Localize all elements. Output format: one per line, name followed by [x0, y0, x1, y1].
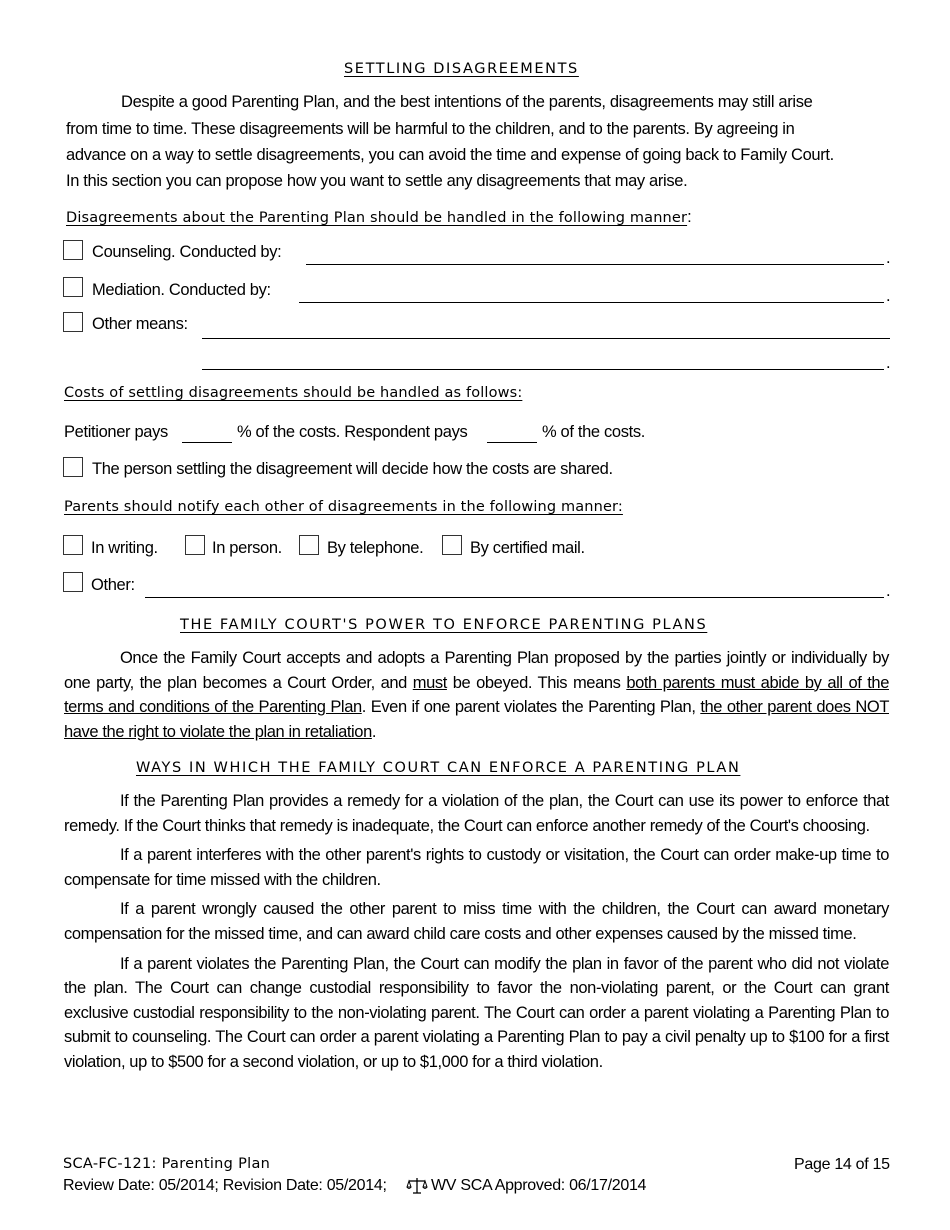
mediation-label: Mediation. Conducted by:: [92, 281, 271, 299]
by-telephone-checkbox[interactable]: [299, 535, 319, 555]
power-text-a: Once the Family Court accepts and adopts a Parenting Plan proposed by the parties jointly or individually by one party, the plan becomes a Court Order, and: [64, 649, 889, 692]
power-text-not-right: the other parent does NOT have the right to violate the plan in retaliation: [64, 698, 889, 741]
ways-paragraph-2: If a parent interferes with the other parent's rights to custody or visitation, the Court can order make-up time to compensate for time missed with the children.: [64, 846, 889, 889]
respondent-percent-field[interactable]: [487, 442, 537, 443]
person-decides-checkbox[interactable]: [63, 457, 83, 477]
scale-of-justice-icon: [406, 1176, 428, 1196]
other-means-period: .: [886, 354, 891, 372]
power-paragraph: [64, 646, 889, 744]
counseling-conducted-by-field[interactable]: [306, 264, 884, 265]
notify-other-checkbox[interactable]: [63, 572, 83, 592]
power-text-c: . Even if one parent violates the Parenting Plan,: [361, 698, 701, 717]
counseling-checkbox[interactable]: [63, 240, 83, 260]
section-heading-settling: SETTLING DISAGREEMENTS: [344, 61, 579, 77]
in-writing-checkbox[interactable]: [63, 535, 83, 555]
person-decides-label: The person settling the disagreement will decide how the costs are shared.: [92, 460, 613, 478]
by-certified-mail-label: By certified mail.: [470, 539, 585, 557]
costs-end-label: % of the costs.: [542, 423, 645, 441]
intro-line-3: advance on a way to settle disagreements, you can avoid the time and expense of going back to Family Court.: [66, 146, 834, 164]
intro-line-2: from time to time. These disagreements will be harmful to the children, and to the parents. By agreeing in: [66, 120, 795, 138]
footer-approved: WV SCA Approved: 06/17/2014: [431, 1177, 647, 1194]
notify-label: Parents should notify each other of disagreements in the following manner:: [64, 499, 623, 515]
other-means-checkbox[interactable]: [63, 312, 83, 332]
intro-line-1: Despite a good Parenting Plan, and the best intentions of the parents, disagreements may still arise: [121, 93, 813, 111]
manner-label: [66, 207, 691, 227]
power-text-b: be obeyed. This means: [446, 673, 627, 692]
intro-line-4: In this section you can propose how you want to settle any disagreements that may arise.: [66, 172, 688, 190]
footer-review-dates: Review Date: 05/2014; Revision Date: 05/2014;: [63, 1177, 387, 1194]
in-writing-label: In writing.: [91, 539, 158, 557]
costs-label: Costs of settling disagreements should be handled as follows:: [64, 385, 523, 401]
other-means-field-line-2[interactable]: [202, 369, 884, 370]
power-text-must: must: [412, 673, 447, 692]
notify-other-period: .: [886, 582, 891, 600]
notify-other-field[interactable]: [145, 597, 884, 598]
ways-paragraphs: [64, 789, 889, 1075]
mediation-conducted-by-field[interactable]: [299, 302, 884, 303]
in-person-checkbox[interactable]: [185, 535, 205, 555]
footer-page-number: Page 14 of 15: [794, 1156, 890, 1173]
notify-other-label: Other:: [91, 576, 135, 594]
manner-colon: :: [687, 208, 692, 226]
footer-form-id: SCA-FC-121: Parenting Plan: [63, 1156, 271, 1172]
ways-paragraph-4: If a parent violates the Parenting Plan, the Court can modify the plan in favor of the parent who did not violate the plan. The Court can change custodial responsibility to favor the non-violating parent, or the Court can grant exclusive custodial responsibility to the non-violating parent. The Court can order a parent violating a Parenting Plan to submit to counseling. The Court can order a parent violating a Parenting Plan to pay a civil penalty up to $100 for a first violation, up to $500 for a second violation, or up to $1,000 for a third violation.: [64, 954, 889, 1071]
in-person-label: In person.: [212, 539, 282, 557]
petitioner-pays-label: Petitioner pays: [64, 423, 168, 441]
counseling-period: .: [886, 249, 891, 267]
respondent-pays-label: % of the costs. Respondent pays: [237, 423, 468, 441]
power-text-abide: both parents must abide by all of the terms and conditions of the Parenting Plan: [64, 673, 889, 717]
ways-paragraph-1: If the Parenting Plan provides a remedy for a violation of the plan, the Court can use its power to enforce that remedy. If the Court thinks that remedy is inadequate, the Court can enforce another remedy of the Court's choosing.: [64, 792, 889, 835]
ways-paragraph-3: If a parent wrongly caused the other parent to miss time with the children, the Court can award monetary compensation for the missed time, and can award child care costs and other expenses caused by the missed time.: [64, 900, 889, 943]
section-heading-ways: WAYS IN WHICH THE FAMILY COURT CAN ENFORCE A PARENTING PLAN: [136, 760, 741, 776]
mediation-period: .: [886, 287, 891, 305]
mediation-checkbox[interactable]: [63, 277, 83, 297]
counseling-label: Counseling. Conducted by:: [92, 243, 282, 261]
other-means-label: Other means:: [92, 315, 188, 333]
petitioner-percent-field[interactable]: [182, 442, 232, 443]
power-text-d: .: [371, 722, 377, 741]
manner-label-text: Disagreements about the Parenting Plan should be handled in the following manner: [66, 210, 688, 226]
by-certified-mail-checkbox[interactable]: [442, 535, 462, 555]
other-means-field-line-1[interactable]: [202, 338, 890, 339]
by-telephone-label: By telephone.: [327, 539, 424, 557]
section-heading-power: THE FAMILY COURT'S POWER TO ENFORCE PARENTING PLANS: [180, 617, 708, 633]
